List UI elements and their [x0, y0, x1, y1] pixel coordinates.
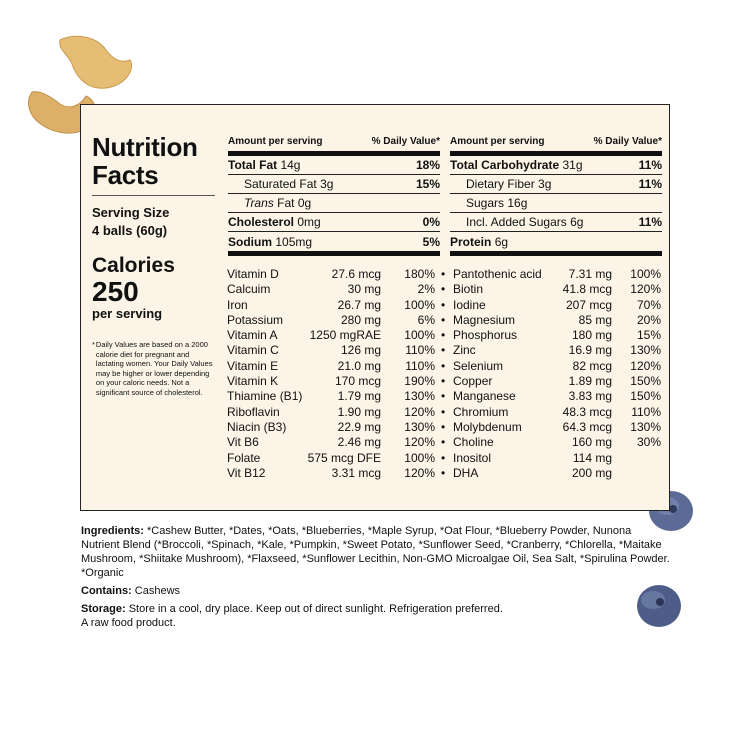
amount-header: Amount per serving: [450, 136, 545, 147]
ingredients-text: *Cashew Butter, *Dates, *Oats, *Blueberries, *Maple Syrup, *Oat Flour, *Blueberry Powder, Nunona Nutrient Blend (*Broccoli, *Spinach, *Kale, *Pumpkin, *Sweet Potato, *Sunflower Seed, *Cranberry, *Chlorella, *Maitake Mushroom, *Shiitake Mushroom), *Flaxseed, *Sunflower Lecithin, Non-GMO Microalgae Oil, Sea Salt, *Spirulina Powder.: [81, 525, 670, 565]
nutrient-row: [228, 213, 440, 232]
bullet-icon: •: [441, 419, 446, 434]
vitamin-name: Niacin (B3): [227, 419, 287, 434]
nutrient-amount: 6g: [494, 234, 509, 249]
column-header: [450, 136, 662, 147]
vitamin-dv: 100%: [404, 450, 435, 465]
fat-nutrient-column: [228, 136, 440, 256]
vitamin-amount: 207 mcg: [565, 297, 612, 312]
vitamin-name: Chromium: [453, 404, 509, 419]
carb-nutrient-column: [450, 136, 662, 256]
bullet-icon: •: [441, 389, 446, 404]
contains-section: [81, 584, 671, 598]
nutrient-dv: 11%: [638, 177, 662, 191]
vitamin-amount: 1250 mgRAE: [309, 328, 381, 343]
nutrient-name-italic: Trans: [244, 196, 274, 210]
vitamin-amount: 41.8 mcg: [562, 282, 612, 297]
daily-value-footnote: * Daily Values are based on a 2000 calorie diet for pregnant and lactating women. Your Daily Values may be higher or lower depending on your caloric needs. Not a significant source of cholesterol.: [92, 340, 215, 397]
vitamin-name: DHA: [453, 465, 479, 480]
vitamin-amount: 48.3 mcg: [562, 404, 612, 419]
vitamin-amount: 22.9 mg: [337, 419, 381, 434]
footnote-text: Daily Values are based on a 2000 calorie diet for pregnant and lactating women. Your Daily Values may be higher or lower depending on your caloric needs. Not a significant source of cholesterol.: [95, 340, 213, 397]
vitamin-amount: 180 mg: [571, 328, 612, 343]
storage-section: [81, 602, 671, 630]
column-header: [228, 136, 440, 147]
vitamin-dv: 130%: [404, 419, 435, 434]
nutrient-name: Sugars: [466, 196, 505, 210]
ingredients-label: Ingredients:: [81, 525, 144, 537]
vitamin-amount: 126 mg: [340, 343, 381, 358]
vitamin-name: Selenium: [453, 358, 504, 373]
vitamin-dv: 110%: [405, 343, 435, 358]
nutrient-amount: 31g: [562, 158, 583, 172]
title-line: Nutrition: [92, 132, 198, 162]
bullet-icon: •: [441, 465, 446, 480]
storage-text: Store in a cool, dry place. Keep out of direct sunlight. Refrigeration preferred.: [128, 603, 503, 615]
vitamin-amount: 1.89 mg: [568, 374, 612, 389]
vitamin-name: Vitamin E: [227, 358, 279, 373]
vitamin-dv: 110%: [631, 404, 661, 419]
nutrient-name: Sodium: [228, 234, 272, 249]
contains-text: Cashews: [134, 585, 181, 597]
vitamin-name: Thiamine (B1): [227, 389, 303, 404]
storage-label: Storage:: [81, 603, 126, 615]
vitamin-amount: 30 mg: [347, 282, 381, 297]
bullet-icon: •: [441, 282, 446, 297]
vitamin-amount: 3.31 mcg: [331, 465, 381, 480]
vitamin-dv: 120%: [404, 465, 435, 480]
nutrient-amount: 3g: [320, 177, 334, 191]
vitamin-name: Vitamin K: [227, 374, 279, 389]
vitamin-name: Vitamin A: [227, 328, 278, 343]
bullet-icon: •: [441, 267, 446, 281]
nutrient-amount: 6g: [570, 215, 584, 229]
calories-label: Calories: [92, 254, 175, 277]
vitamin-amount: 160 mg: [571, 435, 612, 450]
nutrient-row: [450, 232, 662, 251]
vitamin-amount: 170 mcg: [334, 374, 381, 389]
vitamin-name: Folate: [227, 450, 261, 465]
ingredients-section: [81, 524, 671, 580]
vitamin-name: Vitamin C: [227, 343, 279, 358]
dv-header: % Daily Value*: [371, 136, 440, 147]
nutrition-facts-panel: [80, 104, 670, 511]
vitamin-dv: 150%: [630, 389, 661, 404]
vitamin-name: Zinc: [453, 343, 476, 358]
nutrient-row: [450, 175, 662, 194]
vitamin-name: Magnesium: [453, 312, 516, 327]
vitamin-amount: 64.3 mcg: [562, 419, 612, 434]
vitamin-name: Biotin: [453, 282, 484, 297]
vitamin-dv: 180%: [404, 267, 435, 281]
vitamin-amount: 200 mg: [571, 465, 612, 480]
nutrient-name: Incl. Added Sugars: [466, 215, 567, 229]
vitamin-dv: 110%: [405, 358, 435, 373]
divider: [228, 251, 440, 256]
title-line: Facts: [92, 160, 159, 190]
nutrient-amount: 16g: [507, 196, 528, 210]
vitamin-name: Inositol: [453, 450, 492, 465]
contains-label: Contains:: [81, 585, 132, 597]
nutrient-amount: 0mg: [297, 215, 321, 229]
nutrient-amount: 0g: [297, 196, 312, 210]
nutrient-name: Cholesterol: [228, 215, 295, 229]
nutrient-amount: 105mg: [275, 234, 313, 249]
vitamin-amount: 575 mcg DFE: [307, 450, 381, 465]
vitamin-amount: 1.90 mg: [337, 404, 381, 419]
per-serving-label: per serving: [92, 306, 163, 321]
bullet-icon: •: [441, 435, 446, 450]
vitamin-dv: 70%: [636, 297, 661, 312]
vitamin-name: Pantothenic acid: [453, 267, 542, 281]
vitamin-amount: 21.0 mg: [337, 358, 381, 373]
bullet-icon: •: [441, 404, 446, 419]
calories-value: 250: [92, 276, 139, 307]
organic-note: *Organic: [81, 567, 124, 579]
nutrient-amount: 14g: [280, 158, 301, 172]
serving-size-label: Serving Size: [92, 205, 170, 220]
nutrient-amount: 3g: [538, 177, 552, 191]
nutrient-row: [450, 156, 662, 175]
vitamin-name: Choline: [453, 435, 494, 450]
bullet-icon: •: [441, 328, 446, 343]
nutrient-row: [450, 213, 662, 232]
vitamin-name: Vit B6: [227, 435, 259, 450]
nutrient-row: [450, 194, 662, 213]
vitamin-amount: 280 mg: [340, 312, 381, 327]
vitamin-name: Riboflavin: [227, 404, 280, 419]
bullet-icon: •: [441, 312, 446, 327]
nutrition-title: [92, 133, 215, 189]
vitamin-name: Vitamin D: [227, 267, 279, 281]
vitamin-dv: 20%: [636, 312, 661, 327]
vitamin-name: Iodine: [453, 297, 486, 312]
dv-header: % Daily Value*: [593, 136, 662, 147]
vitamin-name: Molybdenum: [453, 419, 522, 434]
vitamin-amount: 2.46 mg: [337, 435, 381, 450]
bullet-icon: •: [441, 374, 446, 389]
nutrient-name: Total Fat: [228, 158, 278, 172]
vitamin-name: Copper: [453, 374, 493, 389]
vitamin-dv: 2%: [417, 282, 435, 297]
amount-header: Amount per serving: [228, 136, 323, 147]
nutrient-row: [228, 232, 440, 251]
vitamin-amount: 82 mcg: [572, 358, 612, 373]
vitamin-dv: 120%: [630, 358, 661, 373]
nutrient-row: [228, 175, 440, 194]
nutrient-dv: 5%: [422, 234, 440, 249]
nutrient-dv: 11%: [638, 158, 662, 172]
vitamin-dv: 100%: [404, 328, 435, 343]
bullet-icon: •: [441, 358, 446, 373]
nutrient-dv: 0%: [422, 215, 440, 229]
raw-food-note: A raw food product.: [81, 617, 176, 629]
vitamin-amount: 7.31 mg: [568, 267, 612, 281]
divider: [450, 251, 662, 256]
vitamin-dv: 130%: [630, 419, 661, 434]
vitamin-name: Manganese: [453, 389, 516, 404]
vitamin-dv: 6%: [417, 312, 435, 327]
vitamin-name: Vit B12: [227, 465, 266, 480]
vitamin-dv: 100%: [630, 267, 661, 281]
vitamin-dv: 120%: [404, 435, 435, 450]
vitamin-dv: 120%: [404, 404, 435, 419]
vitamin-dv: 130%: [630, 343, 661, 358]
vitamin-name: Phosphorus: [453, 328, 518, 343]
nutrient-name: Dietary Fiber: [466, 177, 535, 191]
vitamin-dv: 100%: [404, 297, 435, 312]
nutrient-dv: 15%: [415, 177, 440, 191]
vitamin-dv: 15%: [636, 328, 661, 343]
vitamin-dv: 130%: [404, 389, 435, 404]
vitamin-name: Potassium: [227, 312, 284, 327]
bullet-icon: •: [441, 343, 446, 358]
vitamin-amount: 16.9 mg: [568, 343, 612, 358]
nutrient-name: Total Carbohydrate: [450, 158, 560, 172]
vitamin-name: Iron: [227, 297, 248, 312]
nutrient-dv: 18%: [415, 158, 440, 172]
nutrient-row: [228, 156, 440, 175]
nutrient-name: Fat: [277, 196, 295, 210]
nutrition-summary: [92, 133, 215, 397]
divider: [92, 195, 215, 196]
vitamin-dv: 190%: [404, 374, 435, 389]
vitamin-name: Calcuim: [227, 282, 271, 297]
nutrient-dv: 11%: [638, 215, 662, 229]
vitamin-amount: 27.6 mcg: [331, 267, 381, 281]
vitamin-amount: 1.79 mg: [337, 389, 381, 404]
vitamin-amount: 114 mg: [572, 450, 612, 465]
serving-size-value: 4 balls (60g): [92, 223, 168, 238]
vitamin-amount: 85 mg: [578, 312, 612, 327]
nutrient-name: Saturated Fat: [244, 177, 317, 191]
product-info: [81, 524, 671, 634]
vitamin-dv: 120%: [630, 282, 661, 297]
nutrient-name: Protein: [450, 234, 492, 249]
vitamin-amount: 3.83 mg: [568, 389, 612, 404]
nutrient-row: [228, 194, 440, 213]
vitamin-amount: 26.7 mg: [337, 297, 381, 312]
vitamin-dv: 30%: [636, 435, 661, 450]
bullet-icon: •: [441, 297, 446, 312]
bullet-icon: •: [441, 450, 446, 465]
vitamin-dv: 150%: [630, 374, 661, 389]
